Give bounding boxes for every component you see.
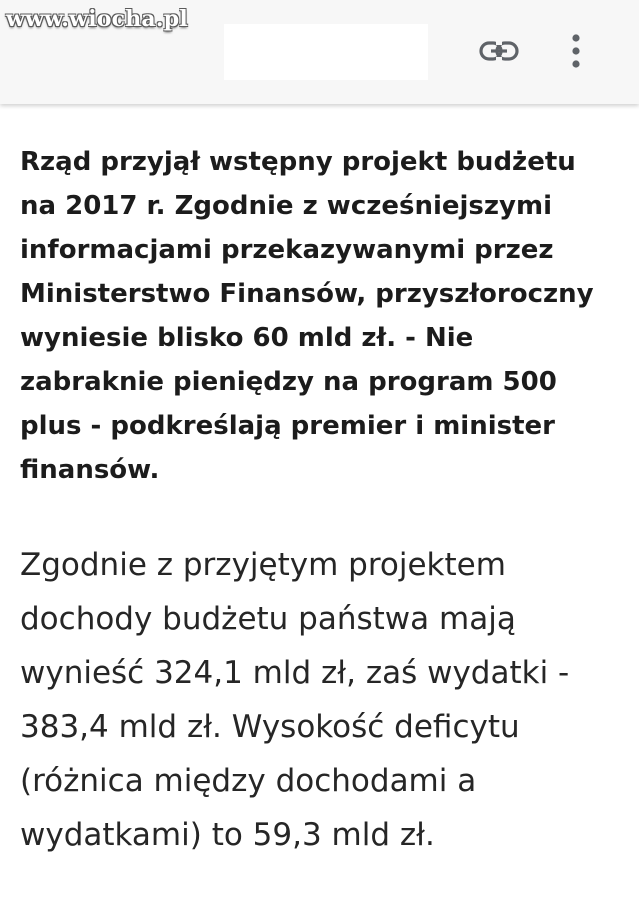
link-icon — [479, 40, 519, 62]
article-content — [20, 140, 620, 862]
url-field-redacted — [224, 24, 428, 80]
article-lead: Rząd przyjął wstępny projekt budżetu na 2017 r. Zgodnie z wcześniejszymi informacjami przekazywanymi przez Ministerstwo Finansów, przyszłoroczny wyniesie blisko 60 mld zł. - Nie zabraknie pieniędzy na program 500 plus - podkreślają premier i minister finansów. — [20, 147, 594, 485]
article-body: Zgodnie z przyjętym projektem dochody budżetu państwa mają wynieść 324,1 mld zł, zaś wydatki - 383,4 mld zł. Wysokość deficytu (różnica między dochodami a wydatkami) to 59,3 mld zł. — [20, 547, 570, 853]
site-watermark: www.wiocha.pl — [6, 6, 188, 32]
more-options-button[interactable] — [556, 24, 596, 78]
more-vertical-icon — [571, 34, 581, 68]
copy-link-button[interactable] — [474, 28, 524, 74]
